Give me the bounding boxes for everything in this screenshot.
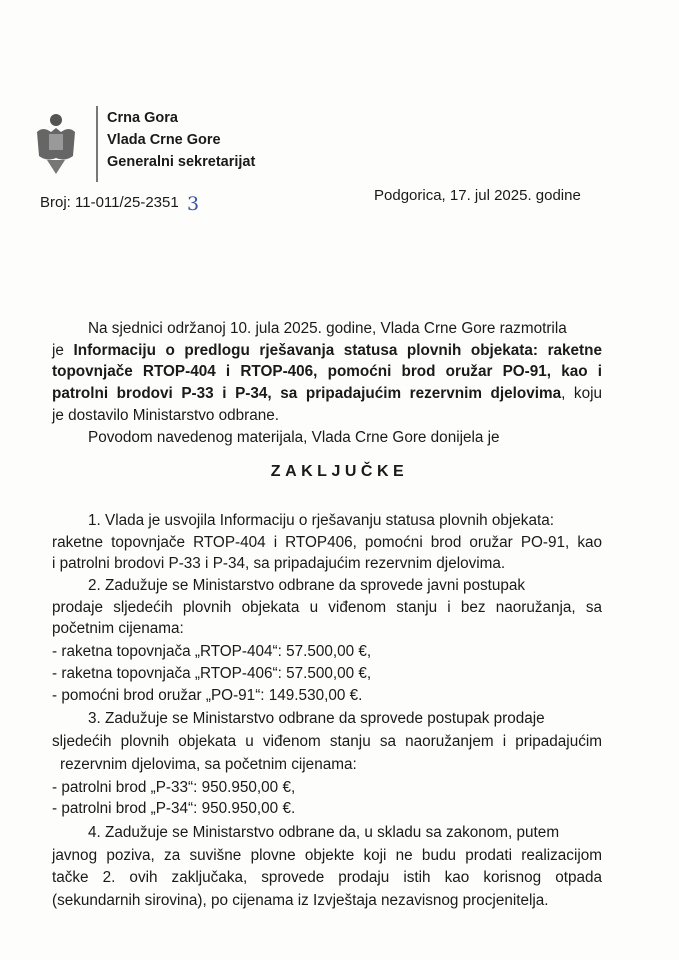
header-country: Crna Gora: [107, 110, 178, 126]
conclusion-line: 4. Zadužuje se Ministarstvo odbrane da, u skladu sa zakonom, putem: [88, 824, 560, 841]
price-list-item: - pomoćni brod oružar „PO-91“: 149.530,00 €.: [52, 687, 363, 704]
conclusion-line: javnog poziva, za suvišne plovne objekte koji ne budu prodati realizacijom: [52, 847, 602, 864]
intro-text: Povodom navedenog materijala, Vlada Crne Gore donijela je: [88, 429, 500, 446]
intro-text: , koju: [561, 385, 602, 402]
header-secretariat: Generalni sekretarijat: [107, 154, 256, 170]
conclusion-line: sljedećih plovnih objekata u viđenom stanju sa naoružanjem i pripadajućim: [52, 733, 602, 750]
conclusion-line: rezervnim djelovima, sa početnim cijenama:: [60, 756, 357, 773]
intro-line: [88, 429, 602, 447]
conclusion-line: tačke 2. ovih zaključaka, sprovede prodaju istih kao korisnog otpada: [52, 869, 602, 886]
intro-line: [52, 385, 602, 403]
intro-text: topovnjače RTOP-404 i RTOP-406, pomoćni brod oružar PO-91, kao i: [52, 363, 602, 380]
header-divider: [96, 106, 98, 182]
coat-of-arms-emblem: [33, 112, 79, 178]
intro-text: patrolni brodovi P-33 i P-34, sa pripadajućim rezervnim djelovima: [52, 385, 562, 402]
conclusion-line: početnim cijenama:: [52, 620, 184, 637]
intro-text: Na sjednici održanoj 10. jula 2025. godine, Vlada Crne Gore razmotrila: [88, 320, 567, 337]
conclusion-line: i patrolni brodovi P-33 i P-34, sa pripadajućim rezervnim djelovima.: [52, 555, 506, 572]
conclusion-line: 3. Zadužuje se Ministarstvo odbrane da sprovede postupak prodaje: [88, 710, 545, 727]
intro-line: [52, 363, 602, 381]
place-date: Podgorica, 17. jul 2025. godine: [374, 187, 581, 204]
conclusion-line: 2. Zadužuje se Ministarstvo odbrane da sprovede javni postupak: [88, 577, 526, 594]
intro-line: [52, 407, 279, 425]
conclusion-line: raketne topovnjače RTOP-404 i RTOP406, pomoćni brod oružar PO-91, kao: [52, 534, 602, 551]
price-list-item: - patrolni brod „P-33“: 950.950,00 €,: [52, 779, 296, 796]
intro-text: je dostavilo Ministarstvo odbrane.: [52, 407, 280, 424]
price-list-item: - patrolni brod „P-34“: 950.950,00 €.: [52, 800, 296, 817]
header-government: Vlada Crne Gore: [107, 132, 221, 148]
intro-text: Informaciju o predlogu rješavanja statusa plovnih objekata: raketne: [73, 342, 602, 359]
price-list-item: - raketna topovnjača „RTOP-406“: 57.500,00 €,: [52, 665, 372, 682]
conclusion-line: prodaje sljedećih plovnih objekata u viđenom stanju i bez naoružanja, sa: [52, 599, 602, 616]
handwritten-mark: 3: [187, 193, 200, 215]
conclusion-line: (sekundarnih sirovina), po cijenama iz Izvještaja nezavisnog procjenitelja.: [52, 892, 549, 909]
intro-line: [52, 342, 602, 360]
conclusions-title: ZAKLJUČKE: [270, 463, 409, 480]
intro-text: je: [52, 342, 74, 359]
document-number: Broj: 11-011/25-2351: [40, 194, 179, 211]
intro-line: [88, 320, 602, 338]
conclusion-line: 1. Vlada je usvojila Informaciju o rješavanju statusa plovnih objekata:: [88, 512, 554, 529]
price-list-item: - raketna topovnjača „RTOP-404“: 57.500,00 €,: [52, 643, 372, 660]
